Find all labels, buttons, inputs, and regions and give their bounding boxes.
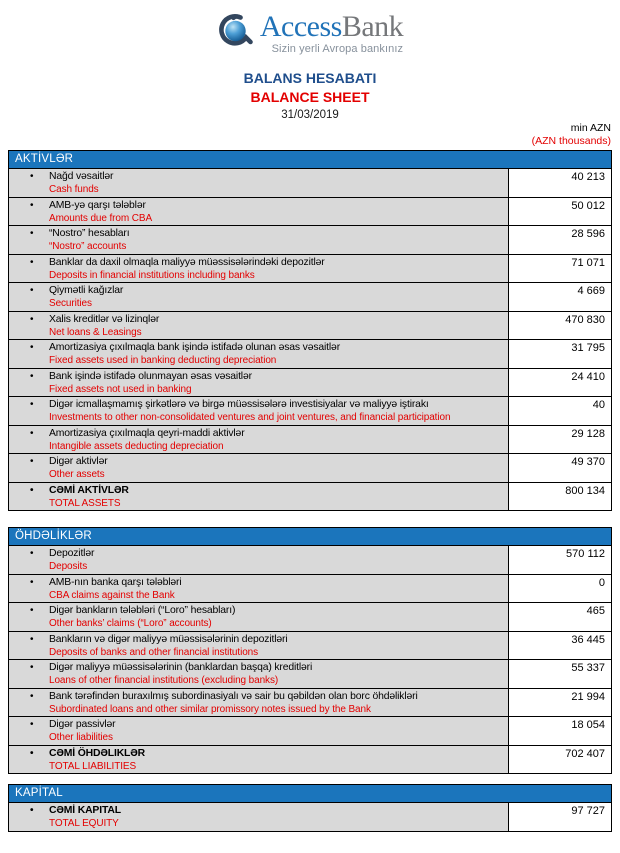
report-title-az: BALANS HESABATI — [243, 70, 377, 86]
row-label-en: Net loans & Leasings — [49, 326, 142, 338]
row-label-cell — [9, 632, 509, 660]
row-label-az: Banklar da daxil olmaqla maliyyə müəssisələrindəki depozitlər — [49, 256, 325, 268]
bullet-icon: • — [30, 719, 34, 730]
table-row — [9, 688, 611, 717]
row-value: 40 213 — [509, 169, 611, 197]
row-label-en: “Nostro” accounts — [49, 241, 127, 252]
row-label-cell — [9, 746, 509, 774]
row-label-en: TOTAL LIABILITIES — [49, 760, 137, 772]
row-label-az: AMB-yə qarşı tələblər — [49, 199, 146, 211]
row-label-az: Digər icmallaşmamış şirkətlərə və birgə müəssisələrə investisiyalar və maliyyə iştirakı — [49, 399, 429, 410]
table-row — [9, 197, 611, 226]
total-row-liabilities — [9, 745, 611, 774]
row-label-cell — [9, 283, 509, 311]
table-row — [9, 396, 611, 425]
bullet-icon: • — [30, 633, 34, 645]
table-row — [9, 602, 611, 631]
units-note — [0, 122, 620, 148]
row-label-cell — [9, 397, 509, 425]
table-row — [9, 716, 611, 745]
row-label-cell — [9, 255, 509, 283]
row-value: 49 370 — [509, 454, 611, 482]
bullet-icon: • — [30, 805, 34, 816]
bullet-icon: • — [30, 747, 34, 759]
table-row — [9, 339, 611, 368]
row-label-en: CBA claims against the Bank — [49, 589, 175, 601]
bullet-icon: • — [30, 690, 34, 702]
table-row — [9, 254, 611, 283]
row-label-az: Digər bankların tələbləri (“Loro” hesabları) — [49, 605, 236, 616]
row-label-az: CƏMİ AKTİVLƏR — [49, 484, 129, 496]
units-en: (AZN thousands) — [531, 135, 611, 147]
row-label-az: Bankların və digər maliyyə müəssisələrinin depozitləri — [49, 633, 288, 645]
row-value: 36 445 — [509, 632, 611, 660]
row-label-cell — [9, 483, 509, 511]
report-date: 31/03/2019 — [281, 109, 339, 121]
bullet-icon: • — [30, 171, 34, 182]
row-label-en: Deposits of banks and other financial institutions — [49, 646, 259, 658]
liabilities-table — [8, 527, 612, 774]
row-label-en: Cash funds — [49, 184, 99, 195]
row-value: 702 407 — [509, 746, 611, 774]
row-label-en: TOTAL ASSETS — [49, 497, 121, 509]
row-label-en: Fixed assets used in banking deducting depreciation — [49, 355, 277, 366]
row-value: 24 410 — [509, 369, 611, 397]
row-label-en: Loans of other financial institutions (excluding banks) — [49, 675, 279, 686]
bullet-icon: • — [30, 228, 34, 239]
row-label-az: CƏMİ KAPITAL — [49, 805, 121, 816]
row-label-cell — [9, 426, 509, 454]
section-header-capital: KAPİTAL — [9, 785, 611, 802]
row-label-az: Bank işində istifadə olunmayan əsas vəsaitlər — [49, 370, 252, 382]
table-row — [9, 574, 611, 603]
section-header-assets: AKTİVLƏR — [9, 151, 611, 168]
table-row — [9, 631, 611, 660]
bullet-icon: • — [30, 662, 34, 673]
row-value: 55 337 — [509, 660, 611, 688]
bullet-icon: • — [30, 313, 34, 325]
row-value: 71 071 — [509, 255, 611, 283]
row-label-cell — [9, 312, 509, 340]
bullet-icon: • — [30, 484, 34, 496]
row-label-en: Other assets — [49, 469, 105, 480]
report-title-en: BALANCE SHEET — [250, 89, 370, 105]
row-label-en: TOTAL EQUITY — [49, 818, 119, 829]
bullet-icon: • — [30, 605, 34, 616]
units-az: min AZN — [570, 122, 611, 134]
row-label-en: Other banks’ claims (“Loro” accounts) — [49, 618, 212, 629]
logo-word-access: Access — [259, 10, 342, 43]
row-label-az: “Nostro” hesabları — [49, 228, 130, 239]
row-label-en: Deposits in financial institutions including banks — [49, 269, 255, 281]
table-row — [9, 659, 611, 688]
section-header-liabilities: ÖHDƏLİKLƏR — [9, 528, 611, 545]
table-row — [9, 225, 611, 254]
row-value: 50 012 — [509, 198, 611, 226]
row-label-cell — [9, 660, 509, 688]
table-row — [9, 282, 611, 311]
logo-word-bank: Bank — [341, 10, 404, 43]
row-label-az: Digər maliyyə müəssisələrinin (banklardan başqa) kreditləri — [49, 662, 313, 673]
bullet-icon: • — [30, 456, 34, 467]
bullet-icon: • — [30, 199, 34, 211]
row-value: 28 596 — [509, 226, 611, 254]
row-label-az: AMB-nın banka qarşı tələbləri — [49, 576, 182, 588]
row-label-az: CƏMİ ÖHDƏLIKLƏR — [49, 747, 145, 759]
row-value: 465 — [509, 603, 611, 631]
table-row — [9, 545, 611, 574]
row-label-cell — [9, 689, 509, 717]
accessbank-logo — [0, 0, 620, 55]
logo-text-block — [260, 10, 403, 55]
bullet-icon: • — [30, 256, 34, 268]
row-label-az: Amortizasiya çıxılmaqla qeyri-maddi aktivlər — [49, 427, 245, 439]
row-label-cell — [9, 717, 509, 745]
row-label-en: Investments to other non-consolidated ventures and joint ventures, and financial participation — [49, 412, 451, 423]
bullet-icon: • — [30, 427, 34, 439]
row-label-cell — [9, 575, 509, 603]
table-row — [9, 425, 611, 454]
bullet-icon: • — [30, 399, 34, 410]
row-label-az: Digər passivlər — [49, 719, 116, 730]
table-row — [9, 368, 611, 397]
row-label-cell — [9, 226, 509, 254]
bullet-icon: • — [30, 285, 34, 296]
row-value: 29 128 — [509, 426, 611, 454]
row-label-az: Amortizasiya çıxılmaqla bank işində istifadə olunan əsas vəsaitlər — [49, 342, 340, 353]
row-value: 570 112 — [509, 546, 611, 574]
row-label-az: Digər aktivlər — [49, 456, 108, 467]
row-value: 18 054 — [509, 717, 611, 745]
assets-table — [8, 150, 612, 511]
row-value: 40 — [509, 397, 611, 425]
row-value: 0 — [509, 575, 611, 603]
row-label-az: Depozitlər — [49, 548, 95, 559]
bullet-icon: • — [30, 548, 34, 559]
bullet-icon: • — [30, 342, 34, 353]
row-label-en: Deposits — [49, 561, 88, 572]
row-value: 4 669 — [509, 283, 611, 311]
bullet-icon: • — [30, 370, 34, 382]
row-label-az: Nağd vəsaitlər — [49, 171, 114, 182]
row-label-az: Bank tərəfindən buraxılmış subordinasiyalı və sair bu qəbildən olan borc öhdəlikləri — [49, 690, 418, 702]
table-row — [9, 311, 611, 340]
globe-swoosh-icon — [217, 13, 253, 49]
row-value: 800 134 — [509, 483, 611, 511]
total-row-assets — [9, 482, 611, 511]
row-value: 31 795 — [509, 340, 611, 368]
row-value: 21 994 — [509, 689, 611, 717]
total-row-capital — [9, 802, 611, 831]
row-label-cell — [9, 369, 509, 397]
bullet-icon: • — [30, 576, 34, 588]
row-value: 97 727 — [509, 803, 611, 831]
row-label-cell — [9, 169, 509, 197]
row-label-cell — [9, 603, 509, 631]
row-label-cell — [9, 340, 509, 368]
table-row — [9, 453, 611, 482]
logo-wordmark — [260, 10, 403, 43]
row-label-en: Fixed assets not used in banking — [49, 383, 192, 395]
row-label-en: Securities — [49, 298, 92, 309]
row-label-en: Intangible assets deducting depreciation — [49, 440, 224, 452]
row-value: 470 830 — [509, 312, 611, 340]
row-label-cell — [9, 198, 509, 226]
row-label-cell — [9, 546, 509, 574]
row-label-en: Subordinated loans and other similar promissory notes issued by the Bank — [49, 703, 371, 715]
table-row — [9, 168, 611, 197]
row-label-en: Amounts due from CBA — [49, 212, 153, 224]
capital-table — [8, 784, 612, 832]
row-label-en: Other liabilities — [49, 732, 113, 743]
row-label-cell — [9, 454, 509, 482]
row-label-az: Xalis kreditlər və lizinqlər — [49, 313, 160, 325]
row-label-az: Qiymətli kağızlar — [49, 285, 124, 296]
logo-tagline: Sizin yerli Avropa bankınız — [271, 43, 404, 55]
row-label-cell — [9, 803, 509, 831]
